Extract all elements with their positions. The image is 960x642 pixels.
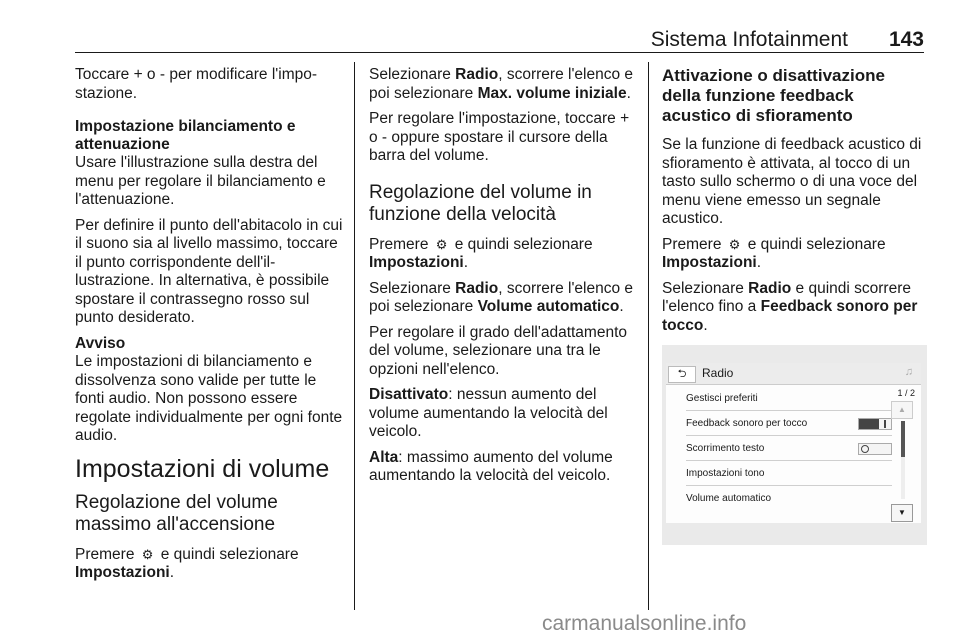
subsection-heading-touch-feedback: Attivazione o disattivazione della funzione feedback acustico di sfioramento	[662, 66, 885, 125]
list-item-volume-automatico[interactable]	[686, 488, 892, 510]
header-rule	[75, 52, 924, 53]
toggle-fill	[859, 419, 879, 429]
scrollbar-thumb[interactable]	[901, 421, 905, 457]
text: , scorrere l'elenco e poi selezionare	[369, 66, 634, 102]
music-note-icon: ♫	[904, 366, 913, 378]
menu-term: Feedback sonoro per tocco	[662, 298, 918, 334]
text: .	[169, 564, 175, 581]
subheading-balance: Impostazione bilanciamento e attenuazione	[75, 118, 296, 153]
gear-icon: ⚙	[435, 236, 448, 252]
menu-term: Max. volume iniziale	[477, 84, 627, 102]
column-divider-2	[648, 62, 649, 610]
list-item-label: Gestisci preferiti	[686, 393, 758, 404]
running-header-title: Sistema Infotainment	[650, 28, 848, 51]
subsection-heading-speed-volume: Regolazione del volume in funzione della velocità	[369, 181, 592, 225]
list-item-label: Feedback sonoro per tocco	[686, 418, 808, 429]
paragraph	[369, 386, 637, 442]
text: e quindi selezionare	[454, 235, 593, 253]
paragraph	[75, 546, 345, 583]
gear-icon: ⚙	[728, 236, 741, 252]
paragraph: Se la funzione di feedback acustico di sfioramento è attivata, al tocco di un tasto sullo schermo o di una voce del menu viene emesso un segnale acustico.	[662, 136, 922, 227]
menu-term: Impostazioni	[662, 254, 757, 271]
text: Premere	[75, 545, 135, 563]
menu-term: Volume automatico	[477, 298, 620, 315]
text: Premere	[369, 235, 429, 253]
paragraph	[369, 66, 637, 103]
column-3	[662, 66, 927, 342]
menu-term: Radio	[748, 279, 792, 297]
settings-panel	[666, 363, 921, 523]
title-bar	[666, 363, 921, 385]
list-item-gestisci-preferiti[interactable]	[686, 388, 892, 411]
toggle-switch[interactable]	[858, 443, 892, 455]
note-title: Avviso	[75, 334, 126, 352]
text: .	[619, 298, 624, 315]
list-item-label: Impostazioni tono	[686, 468, 765, 479]
text: .	[703, 316, 708, 334]
menu-term: Radio	[455, 66, 499, 83]
text: Selezionare	[369, 279, 451, 297]
text: .	[626, 84, 631, 102]
toggle-switch[interactable]	[858, 418, 892, 430]
list-item-feedback-sonoro[interactable]	[686, 413, 892, 436]
text: e quindi scorrere l'elenco fino a	[662, 279, 911, 315]
paragraph	[369, 449, 637, 486]
column-1	[75, 66, 345, 590]
menu-term: Impostazioni	[75, 564, 170, 581]
text: : massimo aumento del volume aumentando la velocità del veicolo.	[369, 448, 613, 484]
text: : nessun aumento del volume aumentando la velocità del veicolo.	[369, 386, 608, 440]
list-item-label: Volume automatico	[686, 493, 772, 504]
subsection-heading-max-volume: Regolazione del volume massimo all'accensione	[75, 491, 278, 535]
paragraph: Per regolare il grado dell'adattamento del volume, selezionare una tra le opzioni nell'elenco.	[369, 323, 628, 378]
paragraph: Toccare + o - per modificare l'impo-stazione.	[75, 66, 318, 102]
paragraph: Per definire il punto dell'abitacolo in cui il suono sia al livello massimo, toccare il punto corrispondente dell'il-lustrazione. In alternativa, è possibile spostare il contrassegno rosso sul punto desiderato.	[75, 216, 343, 326]
text: e quindi selezionare	[747, 235, 886, 253]
paragraph	[662, 280, 927, 336]
menu-term: Radio	[455, 279, 499, 297]
text: .	[756, 254, 762, 271]
list-item-label: Scorrimento testo	[686, 443, 765, 454]
scroll-up-button[interactable]: ▲	[891, 401, 913, 419]
column-2	[369, 66, 637, 493]
toggle-knob	[861, 445, 869, 453]
watermark: carmanualsonline.info	[542, 612, 747, 635]
list-item-impostazioni-tono[interactable]	[686, 463, 892, 486]
text: Premere	[662, 235, 722, 253]
text: , scorrere l'elenco e poi selezionare	[369, 279, 634, 315]
text: e quindi selezionare	[160, 545, 299, 563]
text: .	[463, 254, 469, 271]
page-number: 143	[888, 28, 924, 51]
scrollbar-track[interactable]	[901, 421, 905, 499]
scroll-down-button[interactable]: ▼	[891, 504, 913, 522]
paragraph	[369, 236, 637, 273]
paragraph	[662, 236, 927, 273]
paragraph	[369, 280, 637, 317]
column-divider-1	[354, 62, 355, 610]
option-term: Disattivato	[369, 386, 449, 403]
menu-term: Impostazioni	[369, 254, 464, 271]
infotainment-screenshot	[662, 345, 927, 545]
option-term: Alta	[369, 448, 399, 466]
page-indicator: 1 / 2	[897, 388, 915, 398]
text: Selezionare	[369, 66, 451, 83]
screen-title: Radio	[702, 366, 734, 380]
text: Selezionare	[662, 279, 744, 297]
toggle-mark	[884, 420, 886, 428]
list-item-scorrimento-testo[interactable]	[686, 438, 892, 461]
paragraph: Per regolare l'impostazione, toccare + o - oppure spostare il cursore della barra del volume.	[369, 110, 630, 164]
back-button[interactable]: ⮌	[668, 366, 696, 383]
gear-icon: ⚙	[141, 546, 154, 562]
note-text: Le impostazioni di bilanciamento e dissolvenza sono valide per tutte le fonti audio. Non possono essere regolate individualmente per ogni fonte audio.	[75, 353, 343, 444]
section-heading-volume: Impostazioni di volume	[75, 454, 330, 483]
paragraph: Usare l'illustrazione sulla destra del menu per regolare il bilanciamento e l'attenuazione.	[75, 154, 326, 208]
